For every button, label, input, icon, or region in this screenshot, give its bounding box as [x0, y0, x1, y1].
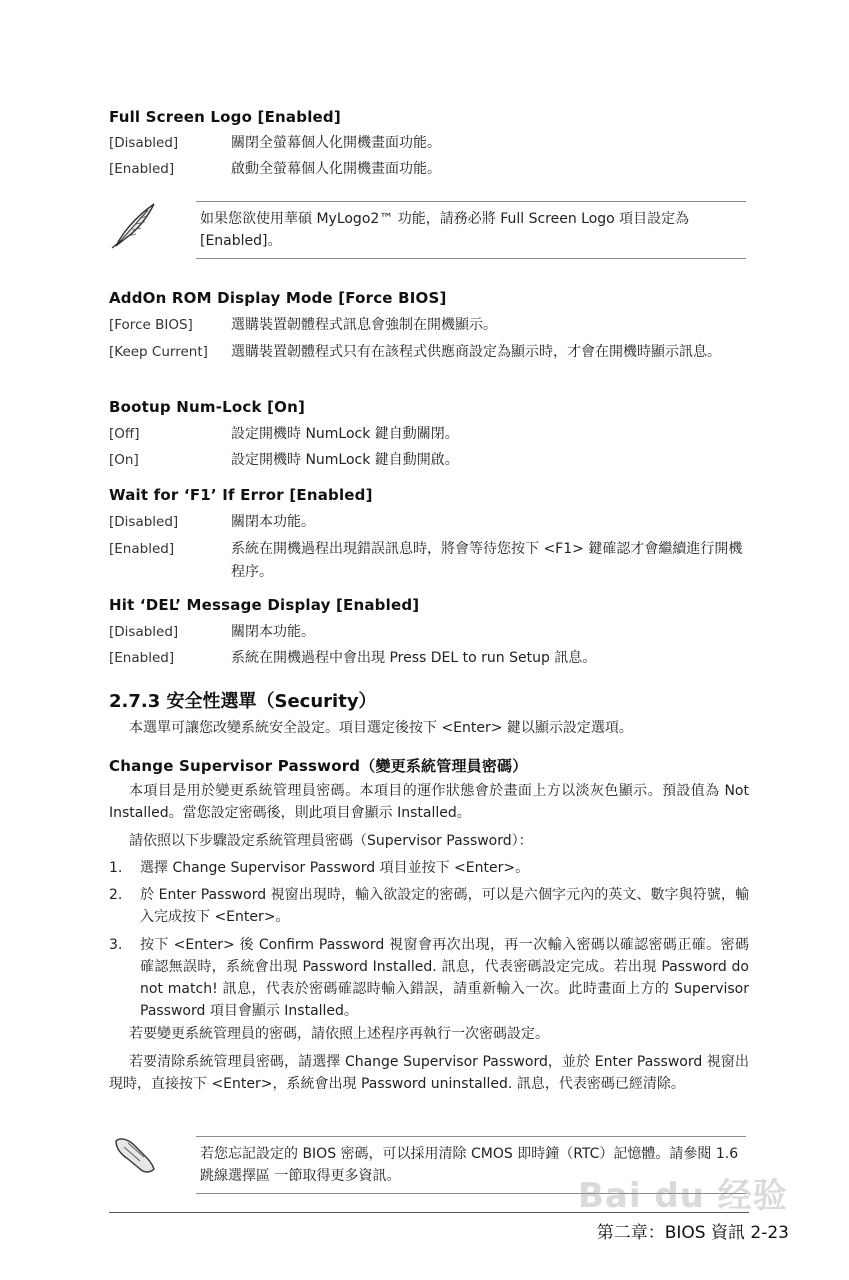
security-para-1: 本項目是用於變更系統管理員密碼。本項目的運作狀態會於畫面上方以淡灰色顯示。預設值為 Not Installed。當您設定密碼後，則此項目會顯示 Installed。 [109, 783, 749, 821]
step-text: 按下 <Enter> 後 Confirm Password 視窗會再次出現，再一次輸入密碼以確認密碼正確。密碼確認無誤時，系統會出現 Password Installed. 訊息，代表密碼設定完成。若出現 Password do not match! 訊息，代表於密碼確認時輸入錯誤，請重新輸入一次。此時畫面上方的 Supervisor Password 項目會顯示 Installed。 [140, 937, 749, 1019]
option-desc: 設定開機時 NumLock 鍵自動關閉。 [231, 426, 459, 442]
step-number: 3. [109, 937, 123, 953]
hand-note-icon [110, 1133, 162, 1181]
section-title-full-screen-logo: Full Screen Logo [Enabled] [109, 108, 341, 126]
security-heading: 2.7.3 安全性選單（Security） [109, 691, 377, 712]
option-desc: 選購裝置韌體程式只有在該程式供應商設定為顯示時，才會在開機時顯示訊息。 [231, 344, 721, 360]
baidu-watermark: Bai du 经验 [578, 1176, 788, 1216]
section-title-numlock: Bootup Num-Lock [On] [109, 398, 306, 416]
note-text: 若您忘記設定的 BIOS 密碼，可以採用清除 CMOS 即時鐘（RTC）記憶體。請參閱 1.6 跳線選擇區 一節取得更多資訊。 [200, 1146, 739, 1184]
option-key: [Disabled] [109, 135, 179, 151]
security-para-3: 若要變更系統管理員的密碼，請依照上述程序再執行一次密碼設定。 [129, 1026, 549, 1042]
option-key: [Disabled] [109, 624, 179, 640]
option-desc: 啟動全螢幕個人化開機畫面功能。 [231, 161, 441, 177]
note-box [196, 201, 746, 259]
section-title-hit-del: Hit ‘DEL’ Message Display [Enabled] [109, 596, 420, 614]
step-text: 於 Enter Password 視窗出現時，輸入欲設定的密碼，可以是六個字元內的英文、數字與符號，輸入完成按下 <Enter>。 [140, 887, 749, 925]
option-desc: 設定開機時 NumLock 鍵自動開啟。 [231, 452, 459, 468]
security-intro: 本選單可讓您改變系統安全設定。項目選定後按下 <Enter> 鍵以顯示設定選項。 [129, 720, 633, 736]
option-key: [Off] [109, 426, 140, 442]
option-key: [Keep Current] [109, 344, 208, 360]
step-number: 2. [109, 887, 123, 903]
option-key: [On] [109, 452, 139, 468]
section-title-wait-f1: Wait for ‘F1’ If Error [Enabled] [109, 486, 373, 504]
note-text: 如果您欲使用華碩 MyLogo2™ 功能，請務必將 Full Screen Logo 項目設定為 [Enabled]。 [200, 211, 690, 249]
option-desc: 關閉本功能。 [231, 514, 315, 530]
option-key: [Enabled] [109, 650, 175, 666]
change-supervisor-password-heading: Change Supervisor Password（變更系統管理員密碼） [109, 757, 528, 775]
page-footer: 第二章：BIOS 資訊 2-23 [596, 1223, 789, 1243]
section-title-addon-rom: AddOn ROM Display Mode [Force BIOS] [109, 289, 447, 307]
option-key: [Disabled] [109, 514, 179, 530]
security-para-2: 請依照以下步驟設定系統管理員密碼（Supervisor Password）： [129, 833, 533, 849]
option-key: [Enabled] [109, 161, 175, 177]
option-desc: 關閉本功能。 [231, 624, 315, 640]
option-key: [Force BIOS] [109, 317, 193, 333]
feather-note-icon [108, 200, 160, 254]
option-desc: 關閉全螢幕個人化開機畫面功能。 [231, 135, 441, 151]
option-desc: 系統在開機過程出現錯誤訊息時，將會等待您按下 <F1> 鍵確認才會繼續進行開機程序。 [231, 541, 743, 580]
security-para-4: 若要清除系統管理員密碼，請選擇 Change Supervisor Password，並於 Enter Password 視窗出現時，直接按下 <Enter>，系統會出現 Password uninstalled. 訊息，代表密碼已經清除。 [109, 1054, 749, 1092]
option-key: [Enabled] [109, 541, 175, 557]
step-text: 選擇 Change Supervisor Password 項目並按下 <Enter>。 [140, 860, 530, 876]
option-desc: 系統在開機過程中會出現 Press DEL to run Setup 訊息。 [231, 650, 597, 666]
option-desc: 選購裝置韌體程式訊息會強制在開機顯示。 [231, 317, 497, 333]
step-number: 1. [109, 860, 123, 876]
